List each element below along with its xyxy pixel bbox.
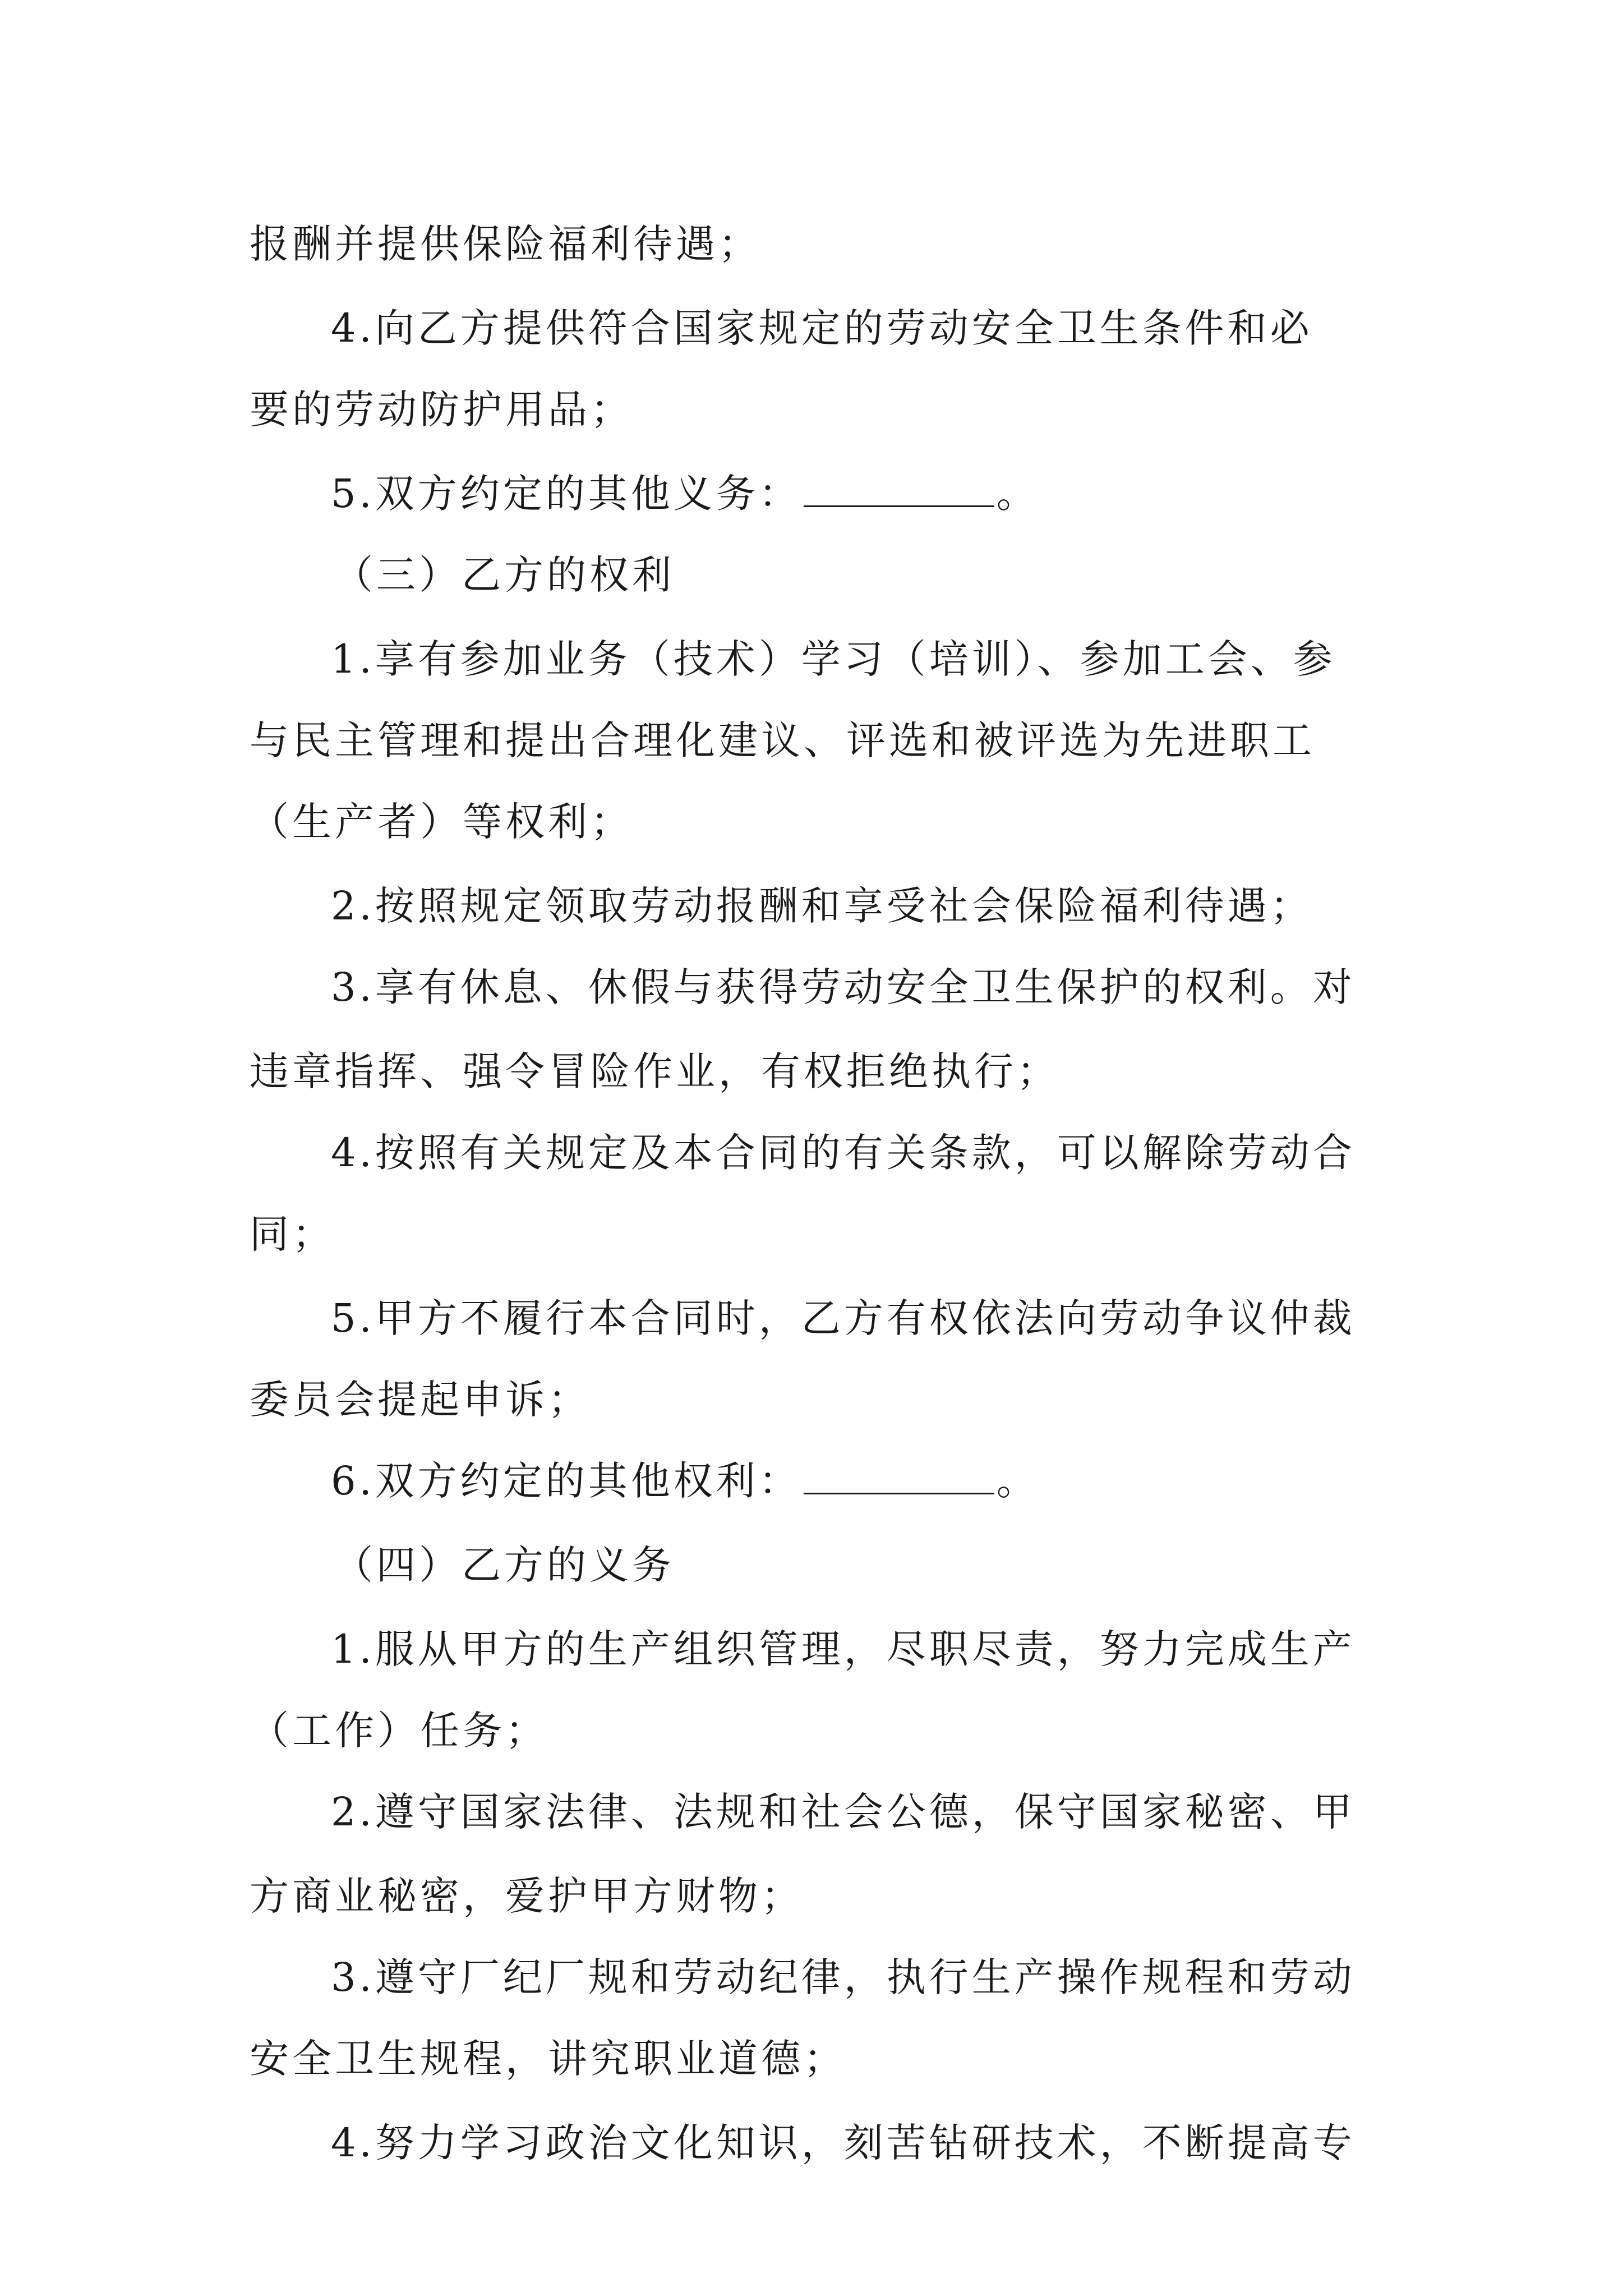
text-line: 2.遵守国家法律、法规和社会公德，保守国家秘密、甲 (331, 1789, 1355, 1835)
text-line: 4.按照有关规定及本合同的有关条款，可以解除劳动合 (331, 1130, 1355, 1176)
section-heading: （四）乙方的义务 (334, 1542, 675, 1588)
text-line: 报酬并提供保险福利待遇； (250, 221, 761, 267)
text-line: 3.享有休息、休假与获得劳动安全卫生保护的权利。对 (331, 964, 1355, 1010)
text-line: 4.努力学习政治文化知识，刻苦钻研技术，不断提高专 (331, 2120, 1355, 2166)
text-line: 委员会提起申诉； (250, 1377, 591, 1423)
text-line: 同； (250, 1211, 335, 1257)
text-line: 1.服从甲方的生产组织管理，尽职尽责，努力完成生产 (331, 1626, 1355, 1672)
text-segment: 5.双方约定的其他义务： (331, 471, 801, 517)
text-line: 安全卫生规程，讲究职业道德； (250, 2036, 846, 2082)
text-line: 4.向乙方提供符合国家规定的劳动安全卫生条件和必 (331, 305, 1313, 351)
text-line: 与民主管理和提出合理化建议、评选和被评选为先进职工 (250, 717, 1315, 763)
text-line: 要的劳动防护用品； (250, 386, 633, 432)
text-line-with-blank (331, 466, 1039, 522)
text-line: 2.按照规定领取劳动报酬和享受社会保险福利待遇； (331, 883, 1313, 929)
text-line: 方商业秘密，爱护甲方财物； (250, 1873, 804, 1919)
text-line: （工作）任务； (250, 1708, 548, 1754)
text-line: （生产者）等权利； (250, 799, 633, 845)
text-segment: 6.双方约定的其他权利： (331, 1458, 801, 1504)
text-line: 1.享有参加业务（技术）学习（培训）、参加工会、参 (331, 636, 1336, 682)
text-line: 3.遵守厂纪厂规和劳动纪律，执行生产操作规程和劳动 (331, 1954, 1355, 2000)
text-line: 违章指挥、强令冒险作业，有权拒绝执行； (250, 1048, 1059, 1094)
section-heading: （三）乙方的权利 (334, 552, 675, 598)
fill-in-blank (804, 474, 994, 507)
end-mark: 。 (996, 471, 1039, 517)
text-line: 5.甲方不履行本合同时，乙方有权依法向劳动争议仲裁 (331, 1295, 1355, 1341)
text-line-with-blank (331, 1453, 1039, 1509)
fill-in-blank (804, 1461, 994, 1494)
end-mark: 。 (996, 1458, 1039, 1504)
